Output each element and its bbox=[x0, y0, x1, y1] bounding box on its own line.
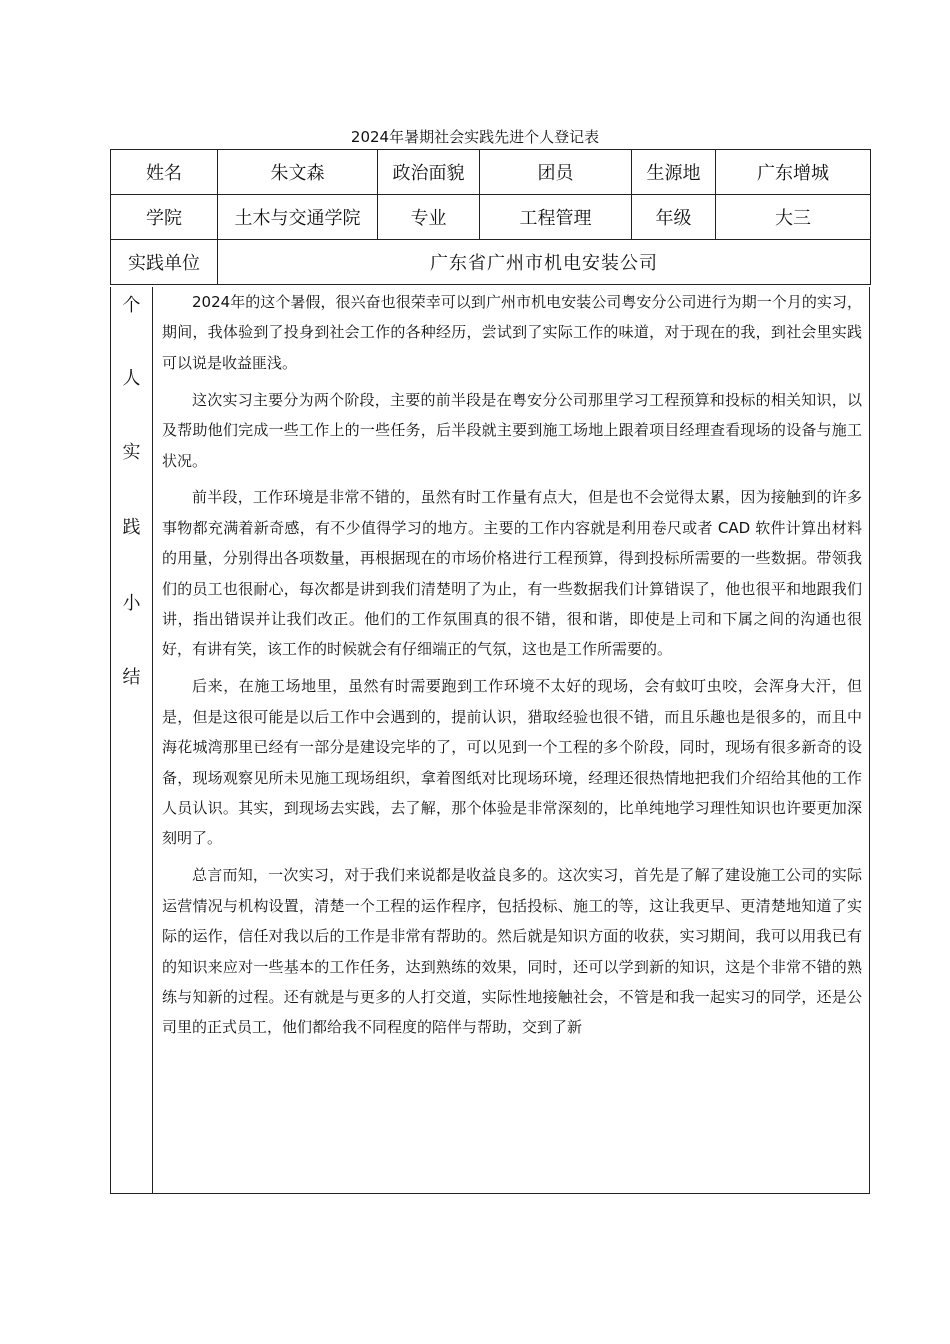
summary-text bbox=[162, 287, 862, 1049]
major-value: 工程管理 bbox=[480, 195, 632, 240]
summary-paragraph: 后来，在施工场地里，虽然有时需要跑到工作环境不太好的现场，会有蚊叮虫咬，会浑身大汗，但是，但是这很可能是以后工作中会遇到的，提前认识，猎取经验也很不错，而且乐趣也是很多的，而且中海花城湾那里已经有一部分是建设完毕的了，可以见到一个工程的多个阶段，同时，现场有很多新奇的设备，现场观察见所未见施工现场组织，拿着图纸对比现场环境，经理还很热情地把我们介绍给其他的工作人员认识。其实，到现场去实践，去了解，那个体验是非常深刻的，比单纯地学习理性知识也许要更加深刻明了。 bbox=[162, 677, 862, 848]
summary-side-label bbox=[111, 287, 153, 1193]
side-char: 个 bbox=[122, 295, 141, 316]
side-char: 实 bbox=[122, 442, 141, 463]
side-char: 人 bbox=[122, 368, 141, 389]
origin-label: 生源地 bbox=[632, 150, 716, 195]
grade-value: 大三 bbox=[716, 195, 871, 240]
side-char: 结 bbox=[122, 667, 141, 688]
practice-summary-section bbox=[110, 287, 870, 1194]
practice-unit-value: 广东省广州市机电安装公司 bbox=[218, 240, 871, 285]
summary-paragraph: 这次实习主要分为两个阶段，主要的前半段是在粤安分公司那里学习工程预算和投标的相关知识，以及帮助他们完成一些工作上的一些任务，后半段就主要到施工场地上跟着项目经理查看现场的设备与施工状况。 bbox=[162, 390, 862, 470]
table-row bbox=[111, 195, 871, 240]
college-label: 学院 bbox=[111, 195, 218, 240]
name-label: 姓名 bbox=[111, 150, 218, 195]
table-row bbox=[111, 150, 871, 195]
summary-paragraph: 2024年的这个暑假，很兴奋也很荣幸可以到广州市机电安装公司粤安分公司进行为期一个月的实习，期间，我体验到了投身到社会工作的各种经历，尝试到了实际工作的味道，对于现在的我，到社会里实践可以说是收益匪浅。 bbox=[162, 293, 862, 372]
practice-unit-label: 实践单位 bbox=[111, 240, 218, 285]
origin-value: 广东增城 bbox=[716, 150, 871, 195]
major-label: 专业 bbox=[378, 195, 480, 240]
summary-paragraph: 总言而知，一次实习，对于我们来说都是收益良多的。这次实习，首先是了解了建设施工公司的实际运营情况与机构设置，清楚一个工程的运作程序，包括投标、施工的等，这让我更早、更清楚地知道了实际的运作，信任对我以后的工作是非常有帮助的。然后就是知识方面的收获，实习期间，我可以用我已有的知识来应对一些基本的工作任务，达到熟练的效果，同时，还可以学到新的知识，这是个非常不错的熟练与知新的过程。还有就是与更多的人打交道，实际性地接触社会，不管是和我一起实习的同学，还是公司里的正式员工，他们都给我不同程度的陪伴与帮助，交到了新 bbox=[162, 866, 862, 1037]
political-status-value: 团员 bbox=[480, 150, 632, 195]
side-char: 践 bbox=[122, 517, 141, 538]
name-value: 朱文森 bbox=[218, 150, 378, 195]
college-value: 土木与交通学院 bbox=[218, 195, 378, 240]
form-title: 2024年暑期社会实践先进个人登记表 bbox=[350, 128, 600, 146]
grade-label: 年级 bbox=[632, 195, 716, 240]
political-status-label: 政治面貌 bbox=[378, 150, 480, 195]
registration-table bbox=[110, 149, 871, 285]
summary-paragraph: 前半段，工作环境是非常不错的，虽然有时工作量有点大，但是也不会觉得太累，因为接触到的许多事物都充满着新奇感，有不少值得学习的地方。主要的工作内容就是利用卷尺或者 CAD 软件计算出材料的用量，分别得出各项数量，再根据现在的市场价格进行工程预算，得到投标所需要的一些数据。带领我们的员工也很耐心，每次都是讲到我们清楚明了为止，有一些数据我们计算错误了，他也很平和地跟我们讲，指出错误并让我们改正。他们的工作氛围真的很不错，很和谐，即使是上司和下属之间的沟通也很好，有讲有笑，该工作的时候就会有仔细端正的气氛，这也是工作所需要的。 bbox=[162, 488, 862, 659]
table-row bbox=[111, 240, 871, 285]
side-char: 小 bbox=[122, 593, 141, 614]
